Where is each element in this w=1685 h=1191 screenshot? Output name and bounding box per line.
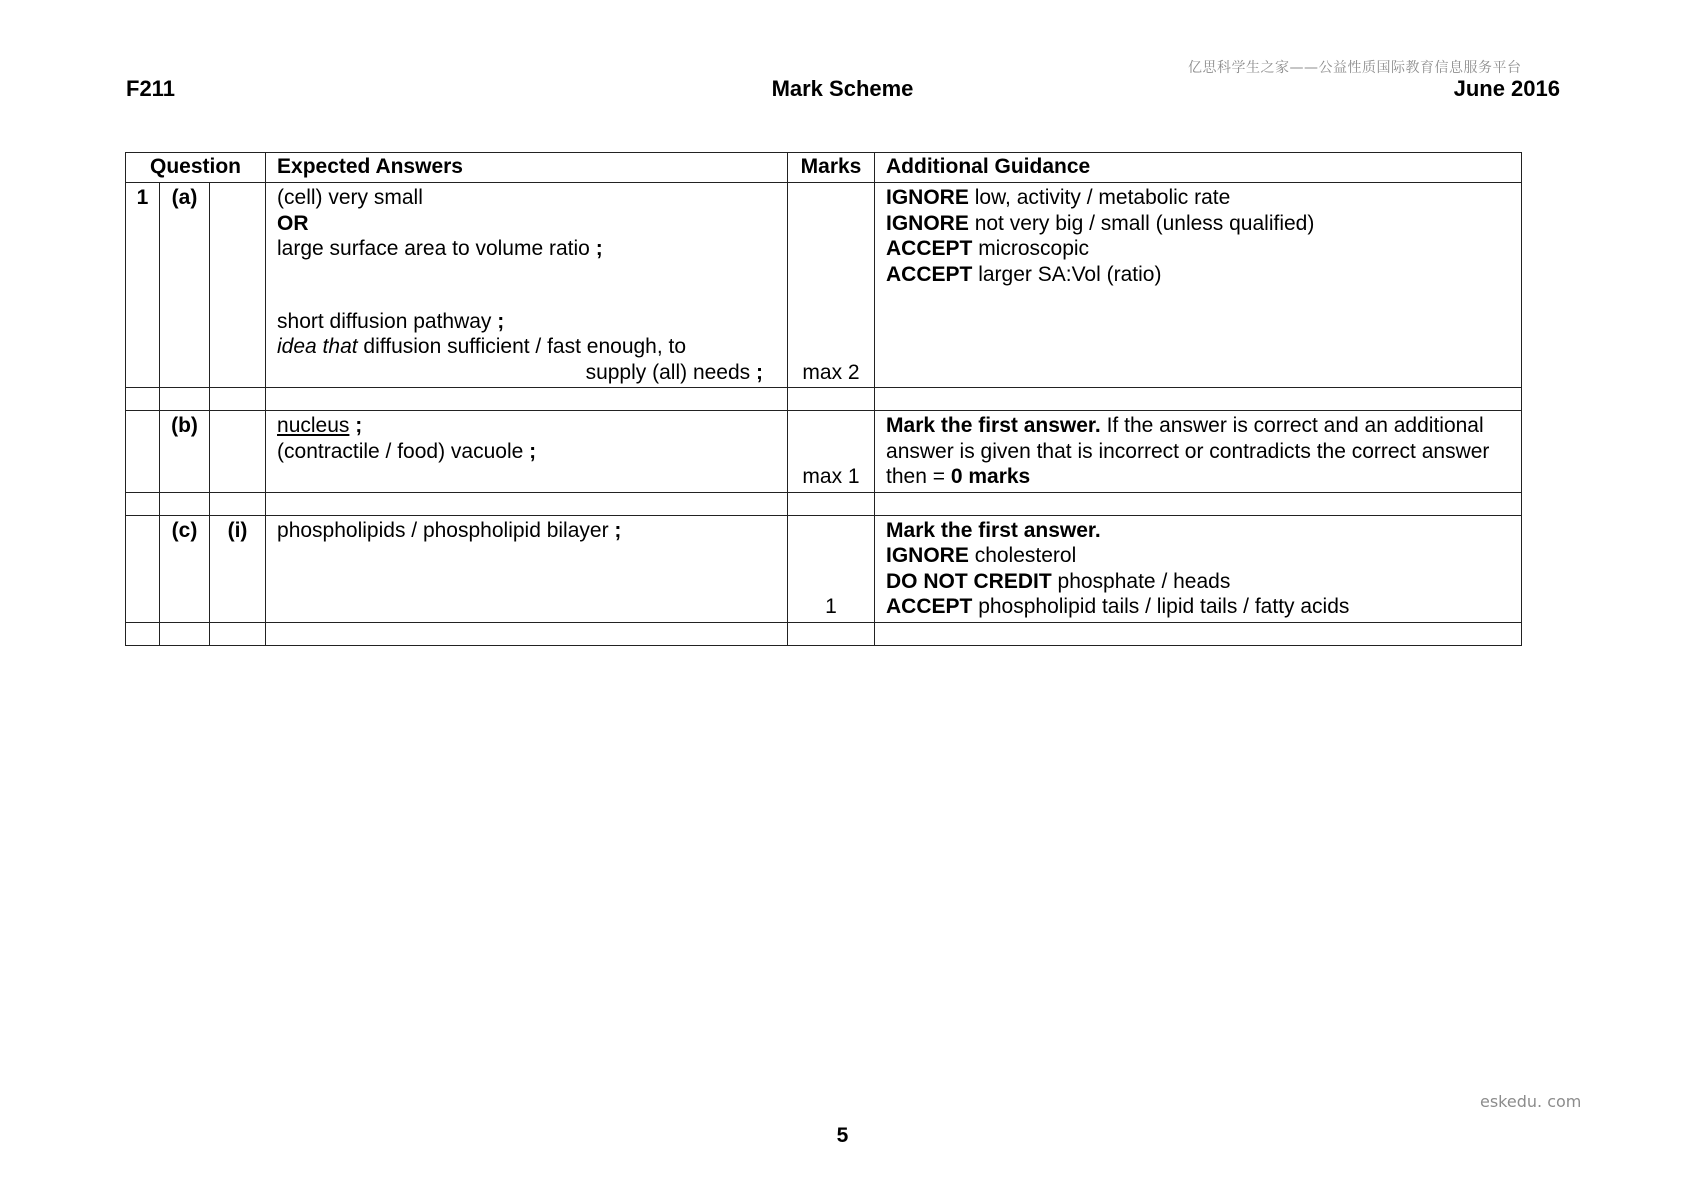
question-part: (b): [160, 411, 210, 493]
table-header-row: [126, 153, 1522, 183]
table-row-1a: [126, 183, 1522, 388]
mark-scheme-table: [125, 152, 1522, 646]
answer-line: [277, 518, 777, 544]
mark-point: ;: [497, 309, 505, 333]
table-row-1ci: [126, 515, 1522, 622]
guidance-cell: [875, 411, 1522, 493]
guidance-line: [886, 185, 1511, 211]
answer-or: OR: [277, 211, 309, 235]
expected-answers-cell: [266, 515, 788, 622]
spacer-row: [126, 388, 1522, 411]
guidance-text: not very big / small (unless qualified): [968, 211, 1315, 235]
guidance-line: [886, 236, 1511, 262]
mark-point: ;: [595, 237, 603, 260]
answer-italic: idea that: [277, 335, 358, 358]
question-number: 1: [126, 183, 160, 388]
guidance-keyword: ACCEPT: [886, 595, 973, 618]
answer-text: supply (all) needs: [585, 360, 751, 384]
guidance-line: [886, 569, 1511, 595]
mark-point: ;: [756, 360, 764, 384]
guidance-cell: [875, 183, 1522, 388]
guidance-keyword: IGNORE: [886, 544, 969, 567]
guidance-line: [886, 262, 1511, 288]
guidance-text: low, activity / metabolic rate: [968, 186, 1231, 209]
mark-point: ;: [614, 518, 622, 542]
marks-cell: max 2: [788, 183, 875, 388]
header-marks: Marks: [788, 153, 875, 183]
mark-point: ;: [529, 439, 537, 463]
question-number: [126, 411, 160, 493]
answer-line: (cell) very small: [277, 186, 423, 209]
answer-line: [277, 413, 777, 439]
spacer-row: [126, 492, 1522, 515]
answer-text: (contractile / food) vacuole: [277, 439, 524, 463]
question-number: [126, 515, 160, 622]
guidance-text: phospholipid tails / lipid tails / fatty acids: [972, 595, 1350, 618]
marks-cell: max 1: [788, 411, 875, 493]
table-row-1b: [126, 411, 1522, 493]
answer-text: phospholipids / phospholipid bilayer: [277, 518, 609, 542]
answer-text: large surface area to volume ratio: [277, 237, 590, 260]
guidance-keyword: ACCEPT: [886, 262, 973, 286]
answer-line: [277, 334, 777, 360]
answer-line: [277, 236, 777, 262]
mark-point: ;: [355, 414, 363, 437]
guidance-keyword: ACCEPT: [886, 237, 973, 260]
guidance-keyword: 0 marks: [950, 465, 1031, 488]
footer-watermark: eskedu. com: [1480, 1092, 1582, 1111]
guidance-cell: [875, 515, 1522, 622]
guidance-line: [886, 211, 1511, 237]
guidance-keyword: IGNORE: [886, 186, 969, 209]
guidance-keyword: Mark the first answer.: [886, 414, 1101, 437]
expected-answers-cell: [266, 411, 788, 493]
header-question: Question: [126, 153, 266, 183]
answer-line: [277, 309, 777, 335]
guidance-text: larger SA:Vol (ratio): [972, 262, 1162, 286]
guidance-text: microscopic: [972, 237, 1090, 260]
exam-date: June 2016: [1453, 76, 1560, 101]
guidance-text: phosphate / heads: [1051, 569, 1231, 593]
question-part: (c): [160, 515, 210, 622]
question-subpart: [210, 183, 266, 388]
guidance-keyword: DO NOT CREDIT: [886, 569, 1052, 593]
guidance-line: [886, 594, 1511, 620]
guidance-text: If the answer is correct and an additional answer is given that is incorrect or contradicts the correct answer then =: [886, 414, 1490, 488]
guidance-text: cholesterol: [968, 544, 1077, 567]
answer-line: [277, 439, 777, 465]
paper-code: F211: [126, 76, 175, 101]
expected-answers-cell: [266, 183, 788, 388]
answer-line: [277, 360, 777, 386]
guidance-line: [886, 543, 1511, 569]
question-part: (a): [160, 183, 210, 388]
question-subpart: [210, 411, 266, 493]
header-expected-answers: Expected Answers: [266, 153, 788, 183]
guidance-line: Mark the first answer.: [886, 518, 1101, 542]
guidance-keyword: IGNORE: [886, 211, 969, 235]
document-title: Mark Scheme: [771, 76, 914, 101]
answer-text: short diffusion pathway: [277, 309, 492, 333]
page-number: 5: [836, 1124, 849, 1147]
marks-cell: 1: [788, 515, 875, 622]
question-subpart: (i): [210, 515, 266, 622]
answer-text: diffusion sufficient / fast enough, to: [357, 335, 687, 358]
header-additional-guidance: Additional Guidance: [875, 153, 1522, 183]
spacer-row: [126, 622, 1522, 645]
answer-text: nucleus: [277, 414, 350, 437]
top-watermark: 亿思科学生之家——公益性质国际教育信息服务平台: [1188, 60, 1522, 76]
